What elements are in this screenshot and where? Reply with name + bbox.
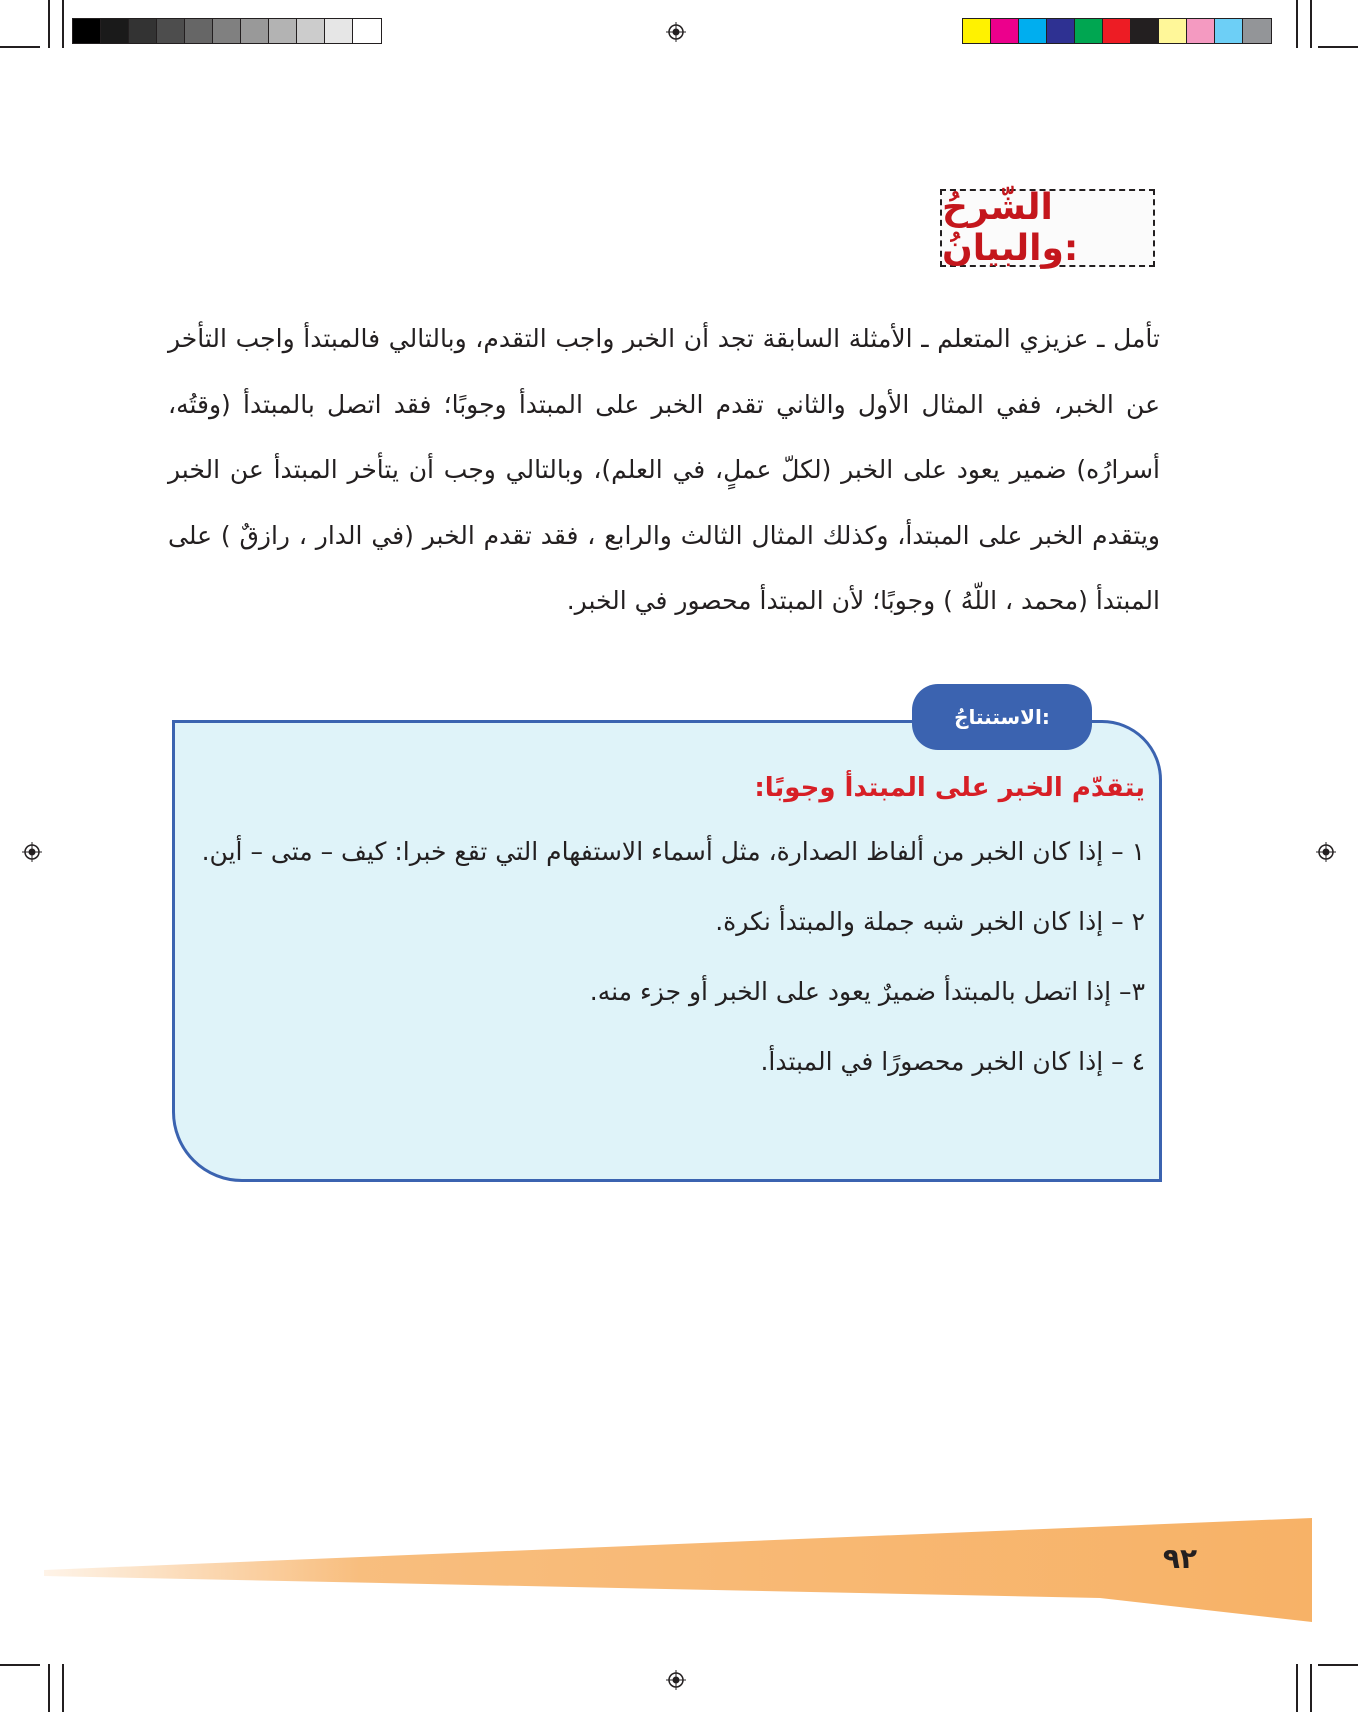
color-swatch xyxy=(1215,19,1243,43)
gray-swatch xyxy=(353,19,381,43)
grayscale-calibration-bar xyxy=(72,18,382,44)
color-swatch xyxy=(991,19,1019,43)
color-swatch xyxy=(1047,19,1075,43)
gray-swatch xyxy=(185,19,213,43)
registration-target-icon xyxy=(666,1670,686,1690)
registration-target-icon xyxy=(666,22,686,42)
color-swatch xyxy=(1075,19,1103,43)
section-heading: الشّرحُ والبيانُ: xyxy=(942,187,1079,269)
color-swatch xyxy=(1019,19,1047,43)
gray-swatch xyxy=(297,19,325,43)
color-swatch xyxy=(1131,19,1159,43)
gray-swatch xyxy=(241,19,269,43)
explanation-paragraph xyxy=(168,306,1160,634)
gray-swatch xyxy=(157,19,185,43)
conclusion-tab-label: الاستنتاجُ: xyxy=(954,705,1050,729)
gray-swatch xyxy=(269,19,297,43)
conclusion-tab xyxy=(912,684,1092,750)
registration-target-icon xyxy=(22,842,42,862)
conclusion-title: يتقدّم الخبر على المبتدأ وجوبًا: xyxy=(754,773,1145,803)
color-swatch xyxy=(1103,19,1131,43)
color-calibration-bar xyxy=(962,18,1272,44)
gray-swatch xyxy=(129,19,157,43)
gray-swatch xyxy=(73,19,101,43)
color-swatch xyxy=(1243,19,1271,43)
color-swatch xyxy=(1159,19,1187,43)
gray-swatch xyxy=(325,19,353,43)
color-swatch xyxy=(1187,19,1215,43)
page-number: ٩٢ xyxy=(1162,1542,1198,1575)
list-item: ١ – إذا كان الخبر من ألفاظ الصدارة، مثل أسماء الاستفهام التي تقع خبرا: كيف – متى – أين. xyxy=(201,837,1145,866)
explanation-text: تأمل ـ عزيزي المتعلم ـ الأمثلة السابقة تجد أن الخبر واجب التقدم، وبالتالي فالمبتدأ واجب التأخر عن الخبر، ففي المثال الأول والثاني تقدم الخبر على المبتدأ وجوبًا؛ فقد اتصل بالمبتدأ (وقتُه، أسرارُه) ضمير يعود على الخبر (لكلّ عملٍ، في العلم)، وبالتالي وجب أن يتأخر المبتدأ عن الخبر ويتقدم الخبر على المبتدأ، وكذلك المثال الثالث والرابع ، فقد تقدم الخبر (في الدار ، رازقٌ ) على المبتدأ (محمد ، اللّهُ ) وجوبًا؛ لأن المبتدأ محصور في الخبر. xyxy=(168,324,1160,615)
gray-swatch xyxy=(101,19,129,43)
list-item: ٤ – إذا كان الخبر محصورًا في المبتدأ. xyxy=(760,1047,1145,1076)
list-item: ٢ – إذا كان الخبر شبه جملة والمبتدأ نكرة. xyxy=(715,907,1145,936)
conclusion-list xyxy=(200,834,1145,1080)
registration-target-icon xyxy=(1316,842,1336,862)
gray-swatch xyxy=(213,19,241,43)
list-item: ٣– إذا اتصل بالمبتدأ ضميرٌ يعود على الخبر أو جزء منه. xyxy=(589,977,1145,1006)
section-heading-box xyxy=(940,189,1155,267)
color-swatch xyxy=(963,19,991,43)
conclusion-content xyxy=(200,768,1145,1114)
